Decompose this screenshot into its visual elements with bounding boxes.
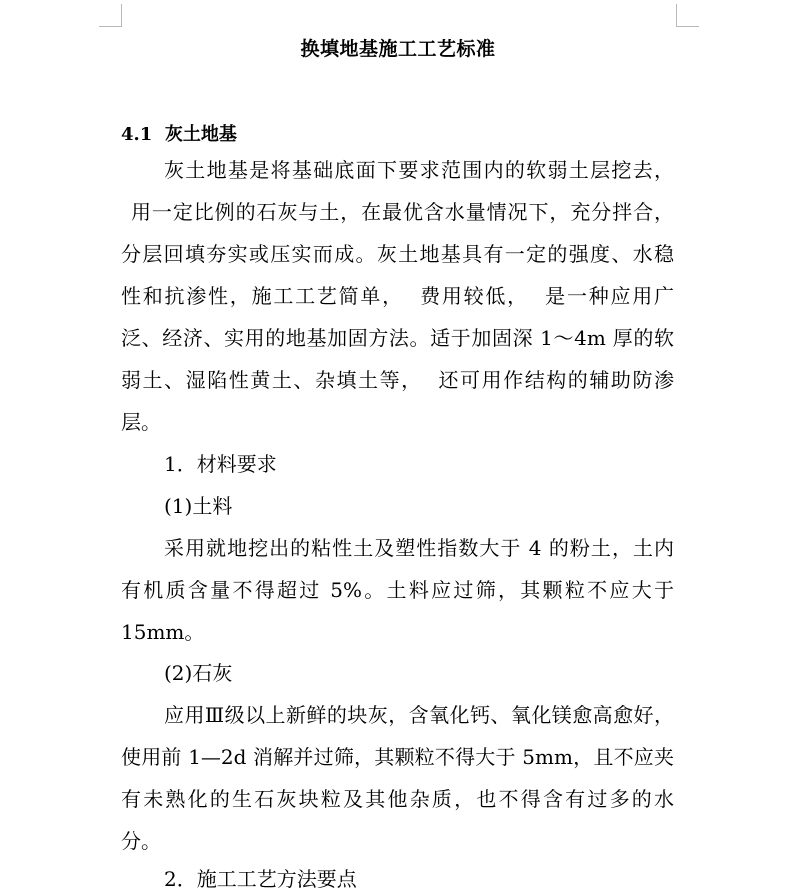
paragraph-line: 采用就地挖出的粘性土及塑性指数大于 4 的粉土，土内 [164, 536, 674, 560]
subheading-construction-partial: 2．施工工艺方法要点 [164, 867, 357, 891]
paragraph-line: 层。 [121, 410, 161, 434]
section-heading [121, 120, 237, 146]
paragraph-line: 有机质含量不得超过 5%。土料应过筛，其颗粒不应大于 [121, 578, 674, 602]
paragraph-line: 应用Ⅲ级以上新鲜的块灰，含氧化钙、氧化镁愈高愈好， [164, 703, 674, 727]
section-name: 灰土地基 [164, 124, 237, 145]
paragraph-line: 性和抗渗性，施工工艺简单， 费用较低， 是一种应用广 [121, 284, 674, 308]
paragraph-line: 使用前 1—2d 消解并过筛，其颗粒不得大于 5mm，且不应夹 [121, 745, 674, 769]
paragraph-line: 分层回填夯实或压实而成。灰土地基具有一定的强度、水稳 [121, 242, 674, 266]
section-number: 4.1 [121, 124, 153, 145]
paragraph-line: 分。 [121, 829, 161, 853]
subheading-materials: 1．材料要求 [164, 452, 277, 476]
crop-mark-top-left [99, 4, 122, 27]
subheading-soil: (1)土料 [164, 494, 233, 518]
paragraph-line: 有未熟化的生石灰块粒及其他杂质，也不得含有过多的水 [121, 787, 674, 811]
subheading-lime: (2)石灰 [164, 661, 233, 685]
paragraph-line: 泛、经济、实用的地基加固方法。适于加固深 1～4m 厚的软 [121, 326, 674, 350]
paragraph-line: 弱土、湿陷性黄土、杂填土等， 还可用作结构的辅助防渗 [121, 368, 674, 392]
document-title: 换填地基施工工艺标准 [300, 38, 496, 60]
paragraph-line: 15mm。 [121, 620, 205, 644]
paragraph-line: 用一定比例的石灰与土，在最优含水量情况下，充分拌合， [131, 200, 674, 224]
paragraph-line: 灰土地基是将基础底面下要求范围内的软弱土层挖去， [164, 158, 674, 182]
crop-mark-top-right [676, 4, 699, 27]
